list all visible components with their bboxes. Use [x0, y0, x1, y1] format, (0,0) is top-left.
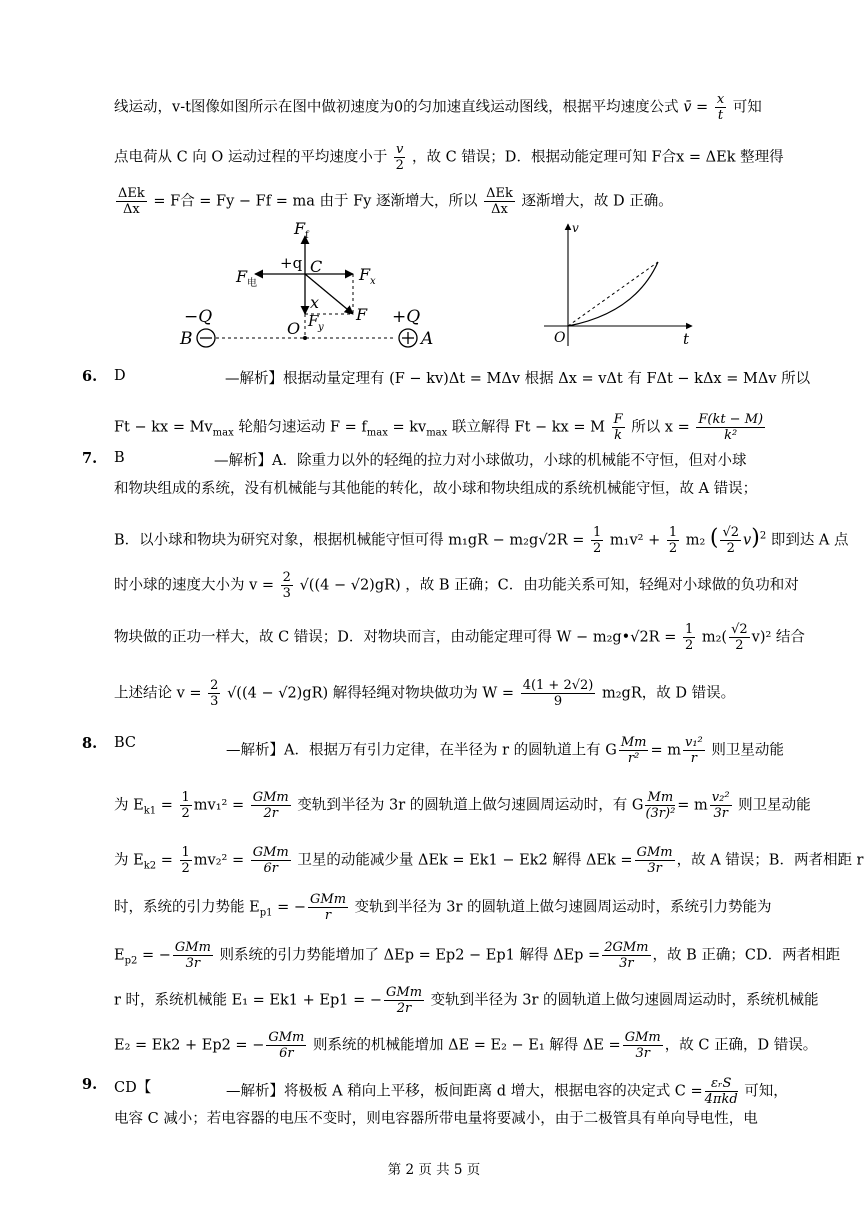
text: 物块做的正功一样大，故 C 错误；D．对物块而言，由动能定理可得 W − m₂g•√2R = [114, 629, 677, 646]
q6-line2 [114, 412, 767, 444]
q8-line5 [114, 940, 840, 972]
para5-line1 [114, 92, 762, 123]
q9-number: 9. [82, 1076, 98, 1093]
fraction: $\frac{\text{GMm}}{3r}$ [174, 940, 211, 971]
text: p1 [259, 907, 273, 919]
text: √((4 − √2)gR) [227, 685, 329, 702]
text: 为 E [114, 852, 144, 869]
fraction: $\frac{\text{GMm}}{6r}$ [268, 1030, 305, 1061]
text: —解析】A．根据万有引力定律，在半径为 r 的圆轨道上有 G [226, 742, 617, 759]
label-Fy-sub: y [318, 322, 324, 333]
text: 则卫星动能 [733, 797, 811, 814]
fraction: $\frac{√2}{2}$ [731, 622, 748, 653]
force-diagram [170, 220, 440, 360]
q6-answer: D [114, 368, 126, 384]
text: = m [677, 797, 708, 814]
text: √((4 − √2)gR) [299, 577, 401, 594]
q7-line1: —解析】A．除重力以外的轻绳的拉力对小球做功，小球的机械能不守恒，但对小球 [214, 453, 747, 469]
label-minusQ: −Q [184, 307, 213, 327]
fraction: $\frac{2}{3}$ [282, 570, 291, 601]
text: 变轨到半径为 3r 的圆轨道上做匀速圆周运动时，有 G [292, 797, 644, 814]
text: 所以 x = [631, 419, 690, 436]
label-t: t [683, 330, 690, 348]
label-O: O [287, 319, 301, 338]
label-Fx: F [359, 265, 371, 284]
fraction: $\frac{Mm}{\text{r²}}$ [620, 735, 647, 766]
fraction: $\frac{\text{GMm}}{3r}$ [624, 1030, 661, 1061]
text: 变轨到半径为 3r 的圆轨道上做匀速圆周运动时，系统机械能 [426, 992, 819, 1009]
q8-line7 [114, 1030, 817, 1061]
text: m₂( [701, 629, 728, 646]
text: 点电荷从 C 向 O 运动过程的平均速度小于 [114, 149, 388, 166]
text: r 时，系统机械能 E₁ = Ek1 + Ep1 = − [114, 992, 382, 1009]
q9-line1 [226, 1076, 788, 1107]
text: m₂gR [601, 685, 642, 702]
label-Fel-sub: 电 [247, 278, 257, 289]
fraction: $\frac{\text{GMm}}{2r}$ [386, 985, 423, 1016]
text: E₂ = Ek2 + Ep2 = − [114, 1037, 265, 1054]
text: 可知， [739, 1083, 788, 1100]
fraction: $\frac{\text{εᵣS}}{\text{4πkd}}$ [704, 1076, 738, 1107]
text: 则卫星动能 [706, 742, 784, 759]
text: B．以小球和物块为研究对象，根据机械能守恒可得 m₁gR − m₂g√2R = [114, 532, 585, 549]
text: 则系统的引力势能增加了 ΔEp = Ep2 − Ep1 解得 ΔEp = [214, 947, 601, 964]
fraction: $\frac{\text{v₂²}}{3r}$ [711, 790, 730, 821]
q9-line2: 电容 C 减小；若电容器的电压不变时，则电容器所带电量将要减小，由于二极管具有单向导电性，电 [114, 1111, 758, 1127]
q7-line5 [114, 622, 805, 653]
text: 卫星的动能减少量 ΔEk = Ek1 − Ek2 解得 ΔEk = [292, 852, 633, 869]
fraction: $\frac{\text{GMm}}{6r}$ [252, 845, 289, 876]
text: mv₂² = [193, 852, 245, 869]
text: Ft − kx = Mv [114, 419, 213, 436]
text: 即到达 A 点 [770, 532, 849, 549]
fraction: $\frac{\text{ΔEk}}{\Delta x}$ [486, 186, 513, 217]
text: ，故 D 错误。 [641, 685, 736, 702]
fraction: $\frac{4(1 + 2√2)}{9}$ [522, 678, 594, 709]
label-O2: O [554, 330, 566, 346]
fraction: $\frac{v}{2}$ [395, 142, 404, 173]
text: 则系统的机械能增加 ΔE = E₂ − E₁ 解得 ΔE = [308, 1037, 621, 1054]
fraction: $\frac{√2}{2}$ [722, 525, 740, 556]
text: m₁v² + [609, 532, 661, 549]
q7-line2: 和物块组成的系统，没有机械能与其他能的转化，故小球和物块组成的系统机械能守恒，故 A 错误； [114, 481, 758, 497]
fraction: $\frac{1}{2}$ [684, 622, 694, 653]
label-A: A [421, 329, 434, 349]
text: mv₁² = [193, 797, 245, 814]
text: 联立解得 Ft − kx = M [447, 419, 605, 436]
text: 为 E [114, 797, 144, 814]
text: ，故 C 错误；D．根据动能定理可知 F合x = ΔEk 整理得 [412, 149, 784, 166]
label-plusq: +q [280, 254, 303, 272]
text: = [156, 852, 173, 869]
q7-number: 7. [82, 450, 98, 467]
fraction: $\frac{1}{2}$ [668, 525, 678, 556]
fraction: $\frac{\text{GMm}}{2r}$ [252, 790, 289, 821]
text: = kv [387, 419, 427, 436]
q6-number: 6. [82, 368, 98, 385]
text: E [114, 947, 125, 964]
q9-answer: CD【 [114, 1080, 152, 1096]
label-Ff-sub: f [305, 230, 309, 241]
fraction: $\frac{\text{2GMm}}{3r}$ [604, 940, 649, 971]
label-v: v [572, 221, 579, 235]
fraction: $\frac{\text{ΔEk}}{\Delta x}$ [118, 186, 145, 217]
text: ，故 A 错误；B．两者相距 r [676, 852, 864, 869]
text: = F合 = Fy − Ff = ma 由于 Fy 逐渐增大，所以 [153, 193, 478, 210]
q8-line4 [114, 892, 772, 924]
q7-line6 [114, 678, 735, 709]
text: = m [650, 742, 681, 759]
label-x: x [310, 293, 320, 312]
text: k1 [143, 805, 157, 817]
q7-line4 [114, 570, 799, 601]
q7-answer: B [114, 450, 125, 466]
fraction: $\frac{Mm}{\text{(3r)²}}$ [645, 790, 676, 821]
fraction: $\frac{1}{2}$ [181, 790, 190, 821]
q8-line6 [114, 985, 819, 1016]
page-footer: 第 2 页 共 5 页 [387, 1162, 481, 1178]
text: m₂ [685, 532, 706, 549]
fraction: $\frac{F(kt - M)}{\text{k²}}$ [698, 412, 764, 443]
text: ，故 B 正确；CD．两者相距 [652, 947, 841, 964]
label-Fy: F [308, 312, 319, 330]
text: k2 [143, 860, 157, 872]
fraction: $\frac{1}{2}$ [181, 845, 190, 876]
text: ，故 B 正确；C．由功能关系可知，轻绳对小球做的负功和对 [405, 577, 799, 594]
fraction: $\frac{1}{2}$ [593, 525, 602, 556]
text: 上述结论 v = [114, 685, 202, 702]
text: 逐渐增大，故 D 正确。 [521, 193, 673, 210]
fraction: $\frac{F}{k}$ [613, 412, 623, 443]
text: = − [272, 899, 306, 916]
fraction: $\frac{\text{v₁²}}{r}$ [684, 735, 703, 766]
formula: v̄ = [683, 99, 709, 116]
q8-answer: BC [114, 735, 137, 751]
q8-number: 8. [82, 735, 98, 752]
text: = [156, 797, 173, 814]
fraction: $\frac{x}{t}$ [716, 92, 725, 123]
q8-line2 [114, 790, 811, 822]
text: 解得轻绳对物块做功为 W = [332, 685, 515, 702]
text: 轮船匀速运动 F = f [233, 419, 367, 436]
label-Fel: F [236, 267, 248, 286]
text: v)² 结合 [751, 629, 805, 646]
text: p2 [124, 955, 138, 967]
fraction: $\frac{\text{GMm}}{3r}$ [636, 845, 673, 876]
para5-line2 [114, 142, 784, 173]
para5-line3 [114, 186, 673, 217]
q6-line1: —解析】根据动量定理有 (F − kv)Δt = MΔv 根据 Δx = vΔt 有 FΔt − kΔx = MΔv 所以 [225, 371, 811, 387]
fraction: $\frac{\text{GMm}}{r}$ [310, 892, 347, 923]
label-C: C [310, 257, 323, 276]
text: 时，系统的引力势能 E [114, 899, 260, 916]
text: 时小球的速度大小为 v = [114, 577, 275, 594]
text: max [426, 427, 448, 439]
text: 可知 [732, 99, 762, 116]
label-F: F [356, 305, 368, 324]
text: —解析】将极板 A 稍向上平移，板间距离 d 增大，根据电容的决定式 C = [226, 1083, 703, 1100]
label-Ff: F [294, 220, 306, 238]
vt-graph [540, 218, 700, 348]
text: = − [137, 947, 171, 964]
text: 变轨到半径为 3r 的圆轨道上做匀速圆周运动时，系统引力势能为 [350, 899, 772, 916]
fraction: $\frac{2}{3}$ [210, 678, 219, 709]
q8-line3 [114, 845, 863, 877]
text: 线运动，v-t图像如图所示在图中做初速度为0的匀加速直线运动图线，根据平均速度公式 [114, 99, 679, 116]
q8-line1 [226, 735, 784, 766]
label-Fx-sub: x [370, 276, 376, 287]
text: max [212, 427, 234, 439]
label-B: B [180, 329, 193, 349]
q7-line3: B．以小球和物块为研究对象，根据机械能守恒可得 m₁gR − m₂g√2R = $\frac{1}{2}$ m₁v² + $\frac{1}{2}$ m₂ ( $\frac{√2}{2}$ v)$^2$ 即到达 A 点 [114, 525, 849, 556]
text: max [366, 427, 388, 439]
text: ，故 C 正确，D 错误。 [664, 1037, 818, 1054]
label-plusQ: +Q [392, 307, 421, 327]
